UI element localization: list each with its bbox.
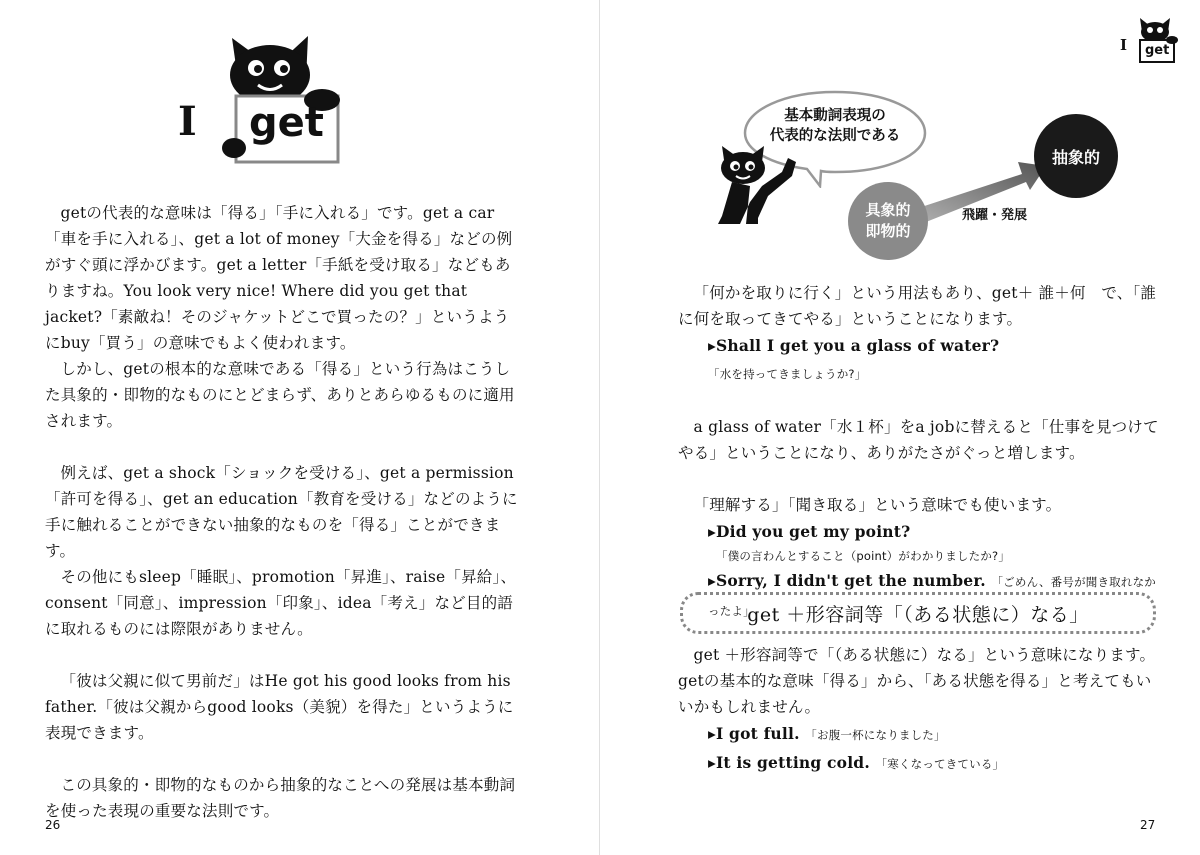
chapter-numeral: I xyxy=(178,98,197,145)
abstract-circle: 抽象的 xyxy=(1034,114,1118,198)
page-number-left: 26 xyxy=(45,818,61,832)
paragraph: 「彼は父親に似て男前だ」はHe got his good looks from his father.「彼は父親からgood looks（美貌）を得た」というように表現できます。 xyxy=(45,672,514,742)
chapter-word: get xyxy=(249,100,324,146)
right-body-text-lower xyxy=(678,642,1160,778)
example-sentence: ▸Sorry, I didn't get the number. 「ごめん、番号が聞き取れなかったよ」 xyxy=(708,571,1156,618)
right-body-text xyxy=(678,280,1160,625)
example-sentence: ▸I got full. 「お腹一杯になりました」 xyxy=(708,724,946,743)
example-sentence: ▸Shall I get you a glass of water? 「水を持ってきましょうか?」 xyxy=(708,336,1000,381)
header-word: get xyxy=(1145,43,1170,58)
paragraph: 「何かを取りに行く」という用法もあり、get＋ 誰＋何 で、「誰に何を取ってきてやる」ということになります。 xyxy=(678,284,1157,328)
example-sentence: ▸It is getting cold. 「寒くなってきている」 xyxy=(708,753,1005,772)
paragraph: get ＋形容詞等で「（ある状態に）なる」という意味になります。getの基本的な意味「得る」から、「ある状態を得る」と考えてもいいかもしれません。 xyxy=(678,646,1156,716)
example-sentence: ▸Did you get my point? xyxy=(708,522,911,541)
cat-pointing-icon xyxy=(710,146,810,236)
paragraph: その他にもsleep「睡眠」、promotion「昇進」、raise「昇給」、consent「同意」、impression「印象」、idea「考え」など目的語に取れるものには際限がありません。 xyxy=(45,568,517,638)
concrete-circle: 具象的 即物的 xyxy=(848,182,928,260)
header-numeral: I xyxy=(1120,36,1128,54)
page-number-right: 27 xyxy=(1140,818,1156,832)
left-body-text xyxy=(45,200,525,824)
paragraph: 例えば、get a shock「ショックを受ける」、get a permission「許可を得る」、get an education「教育を受ける」などのように手に触れることができない抽象的なものを「得る」ことができます。 xyxy=(45,464,518,560)
example-translation: 「僕の言わんとすること（point）がわかりましたか?」 xyxy=(716,549,1011,563)
speech-bubble-text: 基本動詞表現の 代表的な法則である xyxy=(769,108,901,144)
paragraph: しかし、getの根本的な意味である「得る」という行為はこうした具象的・即物的なものにとどまらず、ありとあらゆるものに適用されます。 xyxy=(45,360,515,430)
section-heading: get ＋形容詞等「（ある状態に）なる」 xyxy=(680,592,1156,634)
paragraph: a glass of water「水１杯」をa jobに替えると「仕事を見つけてやる」ということになり、ありがたさがぐっと増します。 xyxy=(678,418,1159,462)
paragraph: 「理解する」「聞き取る」という意味でも使います。 xyxy=(693,496,1062,514)
paragraph: この具象的・即物的なものから抽象的なことへの発展は基本動詞を使った表現の重要な法則です。 xyxy=(45,776,516,820)
paragraph: getの代表的な意味は「得る」「手に入れる」です。get a car「車を手に入れる」、get a lot of money「大金を得る」などの例がすぐ頭に浮かびます。get a letter「手紙を受け取る」などもありますね。You look very nice! Where did you get that jacket?「素敵ね！そのジャケットどこで買ったの？」というようにbuy「買う」の意味でもよく使われます。 xyxy=(45,204,513,352)
arrow-label: 飛躍・発展 xyxy=(962,208,1028,223)
